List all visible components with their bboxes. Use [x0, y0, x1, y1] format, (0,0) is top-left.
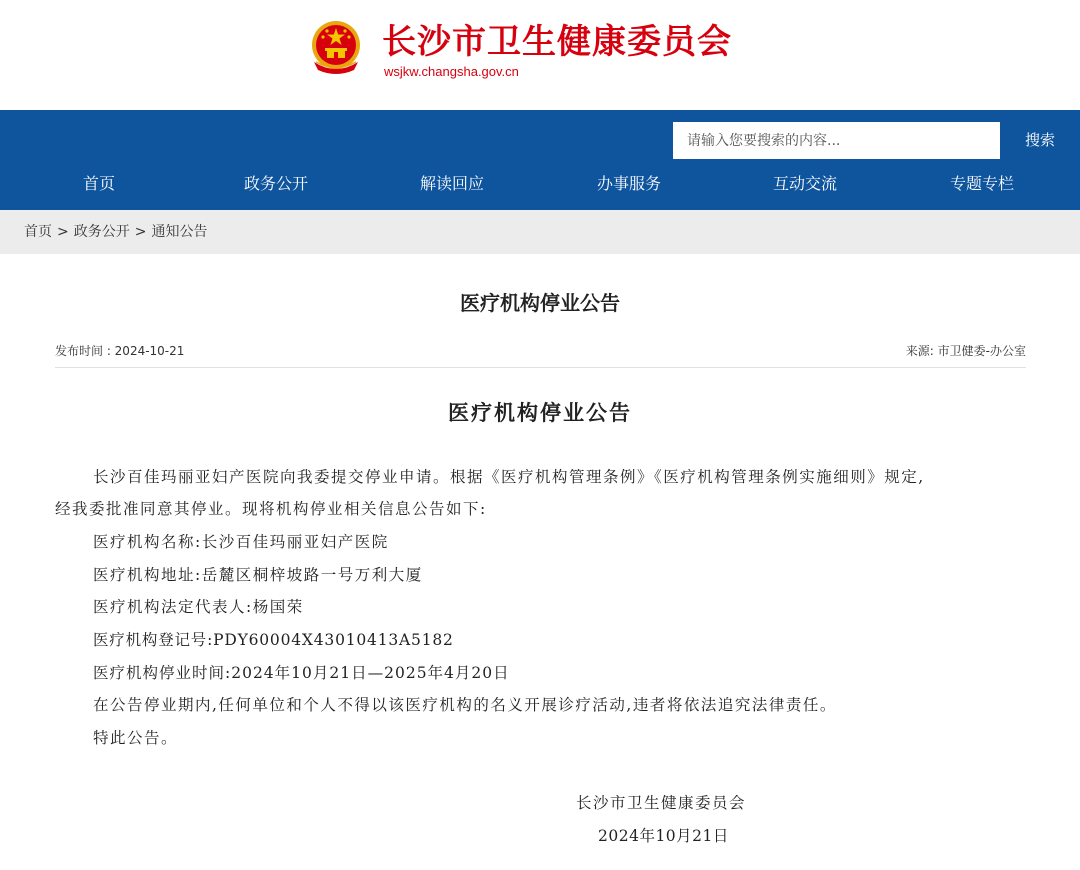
- article-source: 来源: 市卫健委-办公室: [905, 344, 1026, 358]
- signature-date: 2024年10月21日: [598, 827, 729, 845]
- legal-representative-line: 医疗机构法定代表人:杨国荣: [93, 598, 304, 616]
- institution-name-line: 医疗机构名称:长沙百佳玛丽亚妇产医院: [93, 533, 389, 551]
- page-title: 医疗机构停业公告: [460, 291, 620, 315]
- breadcrumb: [24, 222, 207, 242]
- nav-list: [0, 172, 1080, 202]
- notice-paragraph-line-2: 经我委批准同意其停业。现将机构停业相关信息公告如下:: [55, 500, 487, 518]
- warning-line: 在公告停业期内,任何单位和个人不得以该医疗机构的名义开展诊疗活动,违者将依法追究法律责任。: [93, 696, 837, 714]
- search-button[interactable]: 搜索: [1000, 122, 1080, 159]
- nav-item-home[interactable]: 首页: [82, 174, 115, 193]
- breadcrumb-separator: >: [134, 224, 147, 240]
- nav-item-special-topics[interactable]: 专题专栏: [949, 174, 1014, 193]
- publish-time: 发布时间 : 2024-10-21: [55, 344, 185, 358]
- site-title: 长沙市卫生健康委员会: [382, 22, 732, 62]
- signature-organization: 长沙市卫生健康委员会: [576, 794, 747, 812]
- suspension-period-line: 医疗机构停业时间:2024年10月21日—2025年4月20日: [93, 664, 510, 682]
- breadcrumb-government-affairs[interactable]: 政务公开: [73, 224, 130, 240]
- breadcrumb-home[interactable]: 首页: [24, 224, 52, 240]
- closing-line: 特此公告。: [93, 729, 179, 747]
- site-header: [0, 0, 1080, 110]
- nav-item-services[interactable]: 办事服务: [596, 174, 661, 193]
- breadcrumb-notices[interactable]: 通知公告: [151, 224, 208, 240]
- institution-address-line: 医疗机构地址:岳麓区桐梓坡路一号万利大厦: [93, 566, 423, 584]
- content-title: 医疗机构停业公告: [448, 400, 632, 425]
- breadcrumb-bar: [0, 210, 1080, 254]
- site-url: wsjkw.changsha.gov.cn: [384, 64, 519, 79]
- nav-item-interpretation[interactable]: 解读回应: [419, 174, 484, 193]
- breadcrumb-separator: >: [57, 224, 69, 240]
- registration-number-line: 医疗机构登记号:PDY60004X43010413A5182: [93, 631, 454, 649]
- notice-paragraph-line-1: 长沙百佳玛丽亚妇产医院向我委提交停业申请。根据《医疗机构管理条例》《医疗机构管理条例实施细则》规定,: [93, 468, 925, 486]
- main-navigation: [0, 110, 1080, 210]
- national-emblem-icon: [308, 18, 364, 78]
- nav-item-government-affairs[interactable]: 政务公开: [243, 174, 308, 193]
- meta-divider: [55, 367, 1026, 368]
- search-input[interactable]: [673, 122, 1000, 159]
- nav-item-interaction[interactable]: 互动交流: [772, 174, 837, 193]
